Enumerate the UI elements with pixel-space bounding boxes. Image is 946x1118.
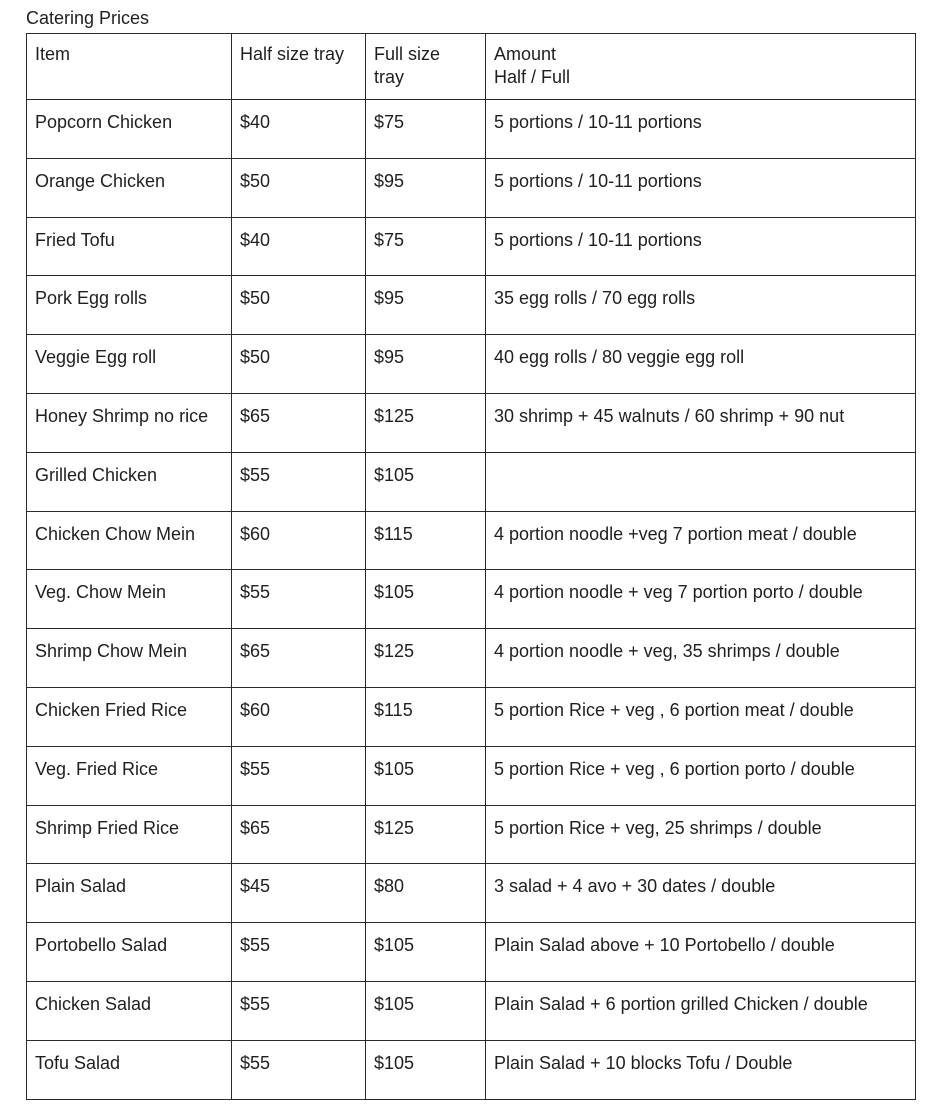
header-full-size-tray bbox=[366, 34, 486, 100]
cell-full-price: $105 bbox=[366, 746, 486, 805]
cell-half-price: $65 bbox=[232, 393, 366, 452]
cell-item: Orange Chicken bbox=[27, 158, 232, 217]
cell-amount: 5 portion Rice + veg, 25 shrimps / double bbox=[486, 805, 916, 864]
cell-item: Chicken Fried Rice bbox=[27, 687, 232, 746]
cell-half-price: $50 bbox=[232, 158, 366, 217]
cell-full-price: $95 bbox=[366, 335, 486, 394]
cell-amount: 40 egg rolls / 80 veggie egg roll bbox=[486, 335, 916, 394]
table-row bbox=[27, 629, 916, 688]
cell-half-price: $55 bbox=[232, 1040, 366, 1099]
cell-amount: 35 egg rolls / 70 egg rolls bbox=[486, 276, 916, 335]
page-title: Catering Prices bbox=[26, 8, 150, 28]
cell-amount: Plain Salad + 10 blocks Tofu / Double bbox=[486, 1040, 916, 1099]
table-row bbox=[27, 746, 916, 805]
cell-item: Pork Egg rolls bbox=[27, 276, 232, 335]
cell-item: Chicken Salad bbox=[27, 981, 232, 1040]
table-row bbox=[27, 276, 916, 335]
cell-item: Fried Tofu bbox=[27, 217, 232, 276]
cell-amount: Plain Salad + 6 portion grilled Chicken / double bbox=[486, 981, 916, 1040]
cell-item: Veggie Egg roll bbox=[27, 335, 232, 394]
cell-amount: 5 portions / 10-11 portions bbox=[486, 100, 916, 159]
cell-item: Veg. Chow Mein bbox=[27, 570, 232, 629]
cell-item: Popcorn Chicken bbox=[27, 100, 232, 159]
table-body bbox=[27, 100, 916, 1100]
header-amount-label-line2: Half / Full bbox=[494, 67, 571, 87]
cell-half-price: $55 bbox=[232, 923, 366, 982]
cell-amount bbox=[486, 452, 916, 511]
cell-item: Portobello Salad bbox=[27, 923, 232, 982]
table-row bbox=[27, 452, 916, 511]
table-row bbox=[27, 805, 916, 864]
header-full-label-line2: tray bbox=[374, 67, 405, 87]
cell-amount: 3 salad + 4 avo + 30 dates / double bbox=[486, 864, 916, 923]
cell-full-price: $125 bbox=[366, 629, 486, 688]
table-row bbox=[27, 981, 916, 1040]
header-item-label: Item bbox=[35, 44, 71, 64]
cell-half-price: $65 bbox=[232, 805, 366, 864]
table-row bbox=[27, 393, 916, 452]
table-row bbox=[27, 923, 916, 982]
table-row bbox=[27, 1040, 916, 1099]
cell-half-price: $60 bbox=[232, 511, 366, 570]
cell-item: Plain Salad bbox=[27, 864, 232, 923]
cell-full-price: $125 bbox=[366, 805, 486, 864]
cell-item: Honey Shrimp no rice bbox=[27, 393, 232, 452]
cell-half-price: $55 bbox=[232, 452, 366, 511]
catering-price-table bbox=[26, 33, 916, 1100]
header-half-label: Half size tray bbox=[240, 44, 345, 64]
cell-amount: 4 portion noodle + veg, 35 shrimps / double bbox=[486, 629, 916, 688]
header-full-label-line1: Full size bbox=[374, 44, 441, 64]
cell-amount: 5 portion Rice + veg , 6 portion porto / double bbox=[486, 746, 916, 805]
cell-full-price: $125 bbox=[366, 393, 486, 452]
cell-full-price: $105 bbox=[366, 570, 486, 629]
cell-amount: 30 shrimp + 45 walnuts / 60 shrimp + 90 nut bbox=[486, 393, 916, 452]
cell-half-price: $50 bbox=[232, 276, 366, 335]
cell-item: Shrimp Fried Rice bbox=[27, 805, 232, 864]
cell-half-price: $40 bbox=[232, 100, 366, 159]
cell-full-price: $105 bbox=[366, 923, 486, 982]
cell-amount: 4 portion noodle +veg 7 portion meat / double bbox=[486, 511, 916, 570]
cell-item: Grilled Chicken bbox=[27, 452, 232, 511]
table-row bbox=[27, 158, 916, 217]
cell-item: Tofu Salad bbox=[27, 1040, 232, 1099]
cell-half-price: $45 bbox=[232, 864, 366, 923]
cell-full-price: $115 bbox=[366, 511, 486, 570]
cell-item: Shrimp Chow Mein bbox=[27, 629, 232, 688]
cell-half-price: $60 bbox=[232, 687, 366, 746]
header-item bbox=[27, 34, 232, 100]
cell-half-price: $65 bbox=[232, 629, 366, 688]
header-half-size-tray bbox=[232, 34, 366, 100]
table-row bbox=[27, 217, 916, 276]
table-header-row bbox=[27, 34, 916, 100]
header-amount-label-line1: Amount bbox=[494, 44, 557, 64]
cell-amount: 5 portion Rice + veg , 6 portion meat / double bbox=[486, 687, 916, 746]
cell-half-price: $50 bbox=[232, 335, 366, 394]
cell-amount: 5 portions / 10-11 portions bbox=[486, 217, 916, 276]
cell-amount: 4 portion noodle + veg 7 portion porto / double bbox=[486, 570, 916, 629]
cell-full-price: $105 bbox=[366, 452, 486, 511]
cell-full-price: $80 bbox=[366, 864, 486, 923]
cell-full-price: $115 bbox=[366, 687, 486, 746]
cell-item: Veg. Fried Rice bbox=[27, 746, 232, 805]
header-amount bbox=[486, 34, 916, 100]
table-row bbox=[27, 687, 916, 746]
cell-full-price: $105 bbox=[366, 1040, 486, 1099]
cell-amount: Plain Salad above + 10 Portobello / double bbox=[486, 923, 916, 982]
cell-half-price: $55 bbox=[232, 746, 366, 805]
cell-full-price: $75 bbox=[366, 217, 486, 276]
table-row bbox=[27, 511, 916, 570]
table-row bbox=[27, 335, 916, 394]
cell-half-price: $40 bbox=[232, 217, 366, 276]
table-row bbox=[27, 570, 916, 629]
cell-item: Chicken Chow Mein bbox=[27, 511, 232, 570]
cell-full-price: $105 bbox=[366, 981, 486, 1040]
table-row bbox=[27, 864, 916, 923]
table-row bbox=[27, 100, 916, 159]
cell-amount: 5 portions / 10-11 portions bbox=[486, 158, 916, 217]
cell-half-price: $55 bbox=[232, 570, 366, 629]
cell-full-price: $95 bbox=[366, 276, 486, 335]
cell-half-price: $55 bbox=[232, 981, 366, 1040]
cell-full-price: $75 bbox=[366, 100, 486, 159]
cell-full-price: $95 bbox=[366, 158, 486, 217]
